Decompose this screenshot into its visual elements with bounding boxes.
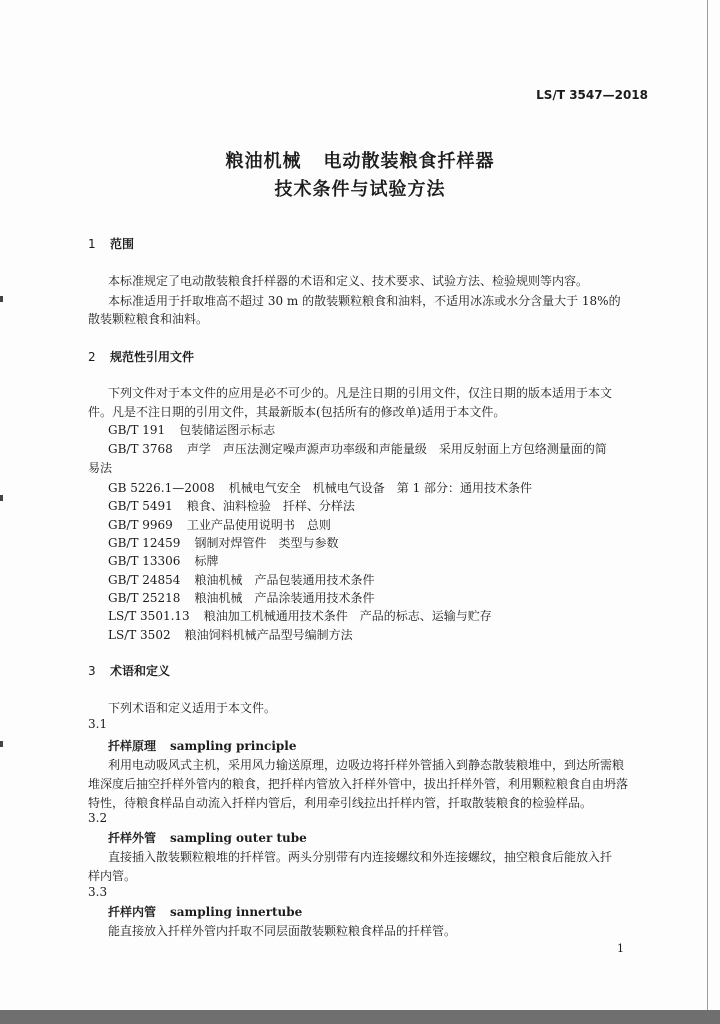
reference-item-cont: 易法: [88, 461, 113, 475]
reference-item: GB/T 25218 粮油机械 产品涂装通用技术条件: [108, 591, 375, 605]
scan-bottom-shade: [0, 1010, 720, 1024]
standard-number: LS/T 3547—2018: [536, 88, 648, 102]
title-line-2: 技术条件与试验方法: [274, 179, 446, 200]
reference-item: LS/T 3501.13 粮油加工机械通用技术条件 产品的标志、运输与贮存: [108, 609, 492, 623]
title-part-2: 电动散装粮食扦样器: [323, 151, 495, 172]
reference-item: GB/T 191 包装储运图示标志: [108, 423, 276, 437]
term-definition: 样内管。: [88, 869, 137, 883]
terms-intro: 下列术语和定义适用于本文件。: [108, 701, 277, 715]
title-line-1: [0, 147, 720, 173]
refs-intro-cont: 件。凡是不注日期的引用文件，其最新版本(包括所有的修改单)适用于本文件。: [88, 405, 506, 419]
section-2-heading: [88, 348, 194, 365]
term-definition: 能直接放入扦样外管内扦取不同层面散装颗粒粮食样品的扦样管。: [108, 924, 457, 938]
scope-paragraph-2-cont: 散装颗粒粮食和油料。: [88, 312, 209, 326]
term-definition: 堆深度后抽空扦样外管内的粮食，把扦样内管放入扦样外管中，拔出扦样外管，利用颗粒粮食自由坍落: [88, 777, 629, 791]
scope-paragraph-2: 本标准适用于扦取堆高不超过 30 m 的散装颗粒粮食和油料，不适用冰冻或水分含量大于 18%的: [108, 294, 621, 308]
term-number: 3.3: [88, 885, 108, 899]
margin-mark: [0, 296, 3, 302]
title-part-1: 粮油机械: [225, 151, 302, 172]
reference-item: LS/T 3502 粮油饲料机械产品型号编制方法: [108, 628, 353, 642]
reference-item: GB/T 9969 工业产品使用说明书 总则: [108, 518, 331, 532]
term-definition: 直接插入散装颗粒粮堆的扦样管。两头分别带有内连接螺纹和外连接螺纹，抽空粮食后能放入扦: [108, 850, 613, 864]
term-number: 3.2: [88, 811, 108, 825]
section-title: 规范性引用文件: [110, 350, 195, 364]
term-definition: 特性，待粮食样品自动流入扦样内管后，利用牵引线拉出扦样内管，扦取散装粮食的检验样品。: [88, 796, 593, 810]
term-heading: 扦样原理 sampling principle: [108, 739, 297, 753]
section-title: 术语和定义: [110, 664, 171, 678]
reference-item: GB/T 5491 粮食、油料检验 扦样、分样法: [108, 499, 355, 513]
reference-item: GB/T 3768 声学 声压法测定噪声源声功率级和声能量级 采用反射面上方包络测量面的简: [108, 442, 607, 456]
term-heading: 扦样外管 sampling outer tube: [108, 831, 307, 845]
section-number: 1: [88, 237, 96, 251]
reference-item: GB/T 12459 钢制对焊管件 类型与参数: [108, 536, 339, 550]
section-number: 2: [88, 350, 96, 364]
section-number: 3: [88, 664, 96, 678]
reference-item: GB/T 13306 标牌: [108, 554, 219, 568]
margin-mark: [0, 741, 3, 747]
section-title: 范围: [110, 237, 135, 251]
margin-mark: [0, 495, 3, 501]
reference-item: GB/T 24854 粮油机械 产品包装通用技术条件: [108, 573, 375, 587]
term-definition: 利用电动吸风式主机，采用风力输送原理，边吸边将扦样外管插入到静态散装粮堆中，到达所需粮: [108, 758, 625, 772]
section-3-heading: [88, 662, 170, 679]
term-number: 3.1: [88, 717, 108, 731]
term-heading: 扦样内管 sampling innertube: [108, 905, 303, 919]
refs-intro: 下列文件对于本文件的应用是必不可少的。凡是注日期的引用文件，仅注日期的版本适用于本文: [108, 386, 613, 400]
page-number: 1: [617, 942, 624, 955]
scope-paragraph-1: 本标准规定了电动散装粮食扦样器的术语和定义、技术要求、试验方法、检验规则等内容。: [108, 274, 589, 288]
reference-item: GB 5226.1—2008 机械电气安全 机械电气设备 第 1 部分：通用技术条件: [108, 481, 533, 495]
section-1-heading: [88, 235, 134, 252]
